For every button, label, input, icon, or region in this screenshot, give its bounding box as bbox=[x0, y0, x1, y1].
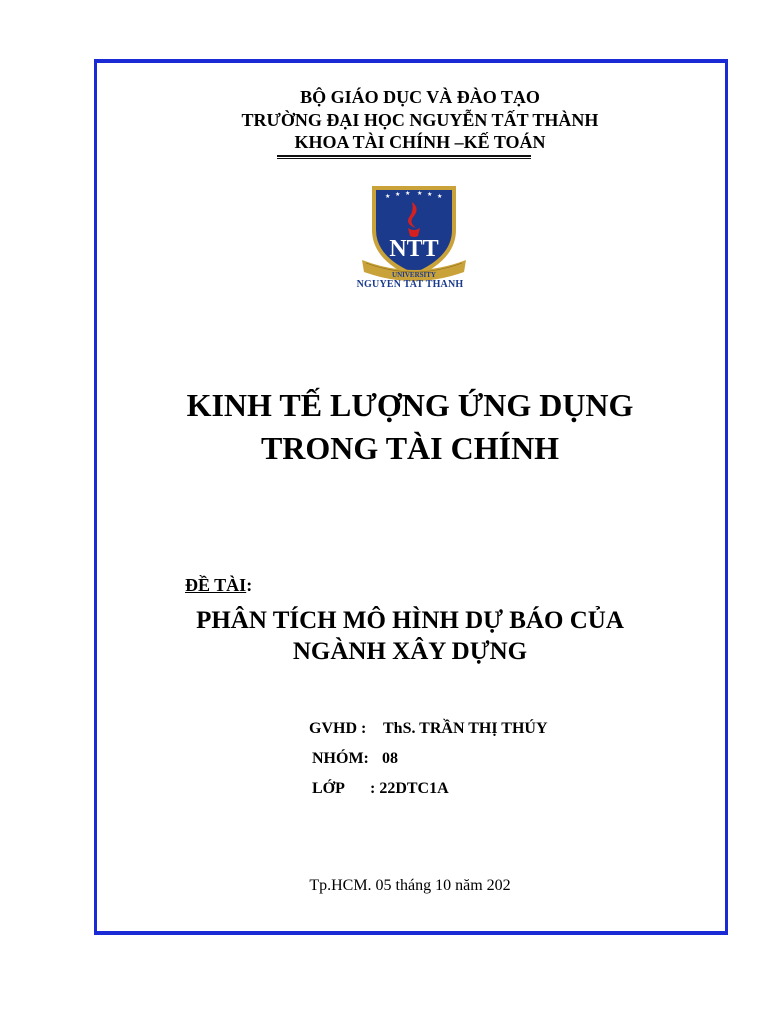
date-line: Tp.HCM. 05 tháng 10 năm 202 bbox=[309, 877, 511, 894]
advisor-value: ThS. TRẦN THỊ THÚY bbox=[383, 720, 548, 737]
faculty-heading: KHOA TÀI CHÍNH –KẾ TOÁN bbox=[294, 132, 546, 152]
group-label: NHÓM: bbox=[312, 750, 369, 767]
course-title-line2: TRONG TÀI CHÍNH bbox=[260, 430, 560, 466]
topic-line1: PHÂN TÍCH MÔ HÌNH DỰ BÁO CỦA bbox=[196, 607, 624, 634]
faculty-underline-thin bbox=[277, 158, 531, 159]
course-title-line1: KINH TẾ LƯỢNG ỨNG DỤNG bbox=[186, 387, 634, 423]
ministry-heading: BỘ GIÁO DỤC VÀ ĐÀO TẠO bbox=[300, 87, 540, 107]
logo-initials: NTT bbox=[389, 236, 439, 262]
topic-label-text: ĐỀ TÀI bbox=[185, 575, 247, 595]
group-value: 08 bbox=[382, 750, 398, 767]
svg-text:★: ★ bbox=[385, 194, 391, 200]
class-value: : 22DTC1A bbox=[370, 780, 449, 797]
faculty-underline-thick bbox=[277, 155, 531, 157]
university-logo bbox=[352, 180, 476, 292]
logo-caption: NGUYEN TAT THANH bbox=[356, 279, 464, 290]
svg-text:★: ★ bbox=[395, 192, 401, 198]
topic-line2: NGÀNH XÂY DỰNG bbox=[292, 638, 528, 665]
advisor-label: GVHD : bbox=[309, 720, 367, 737]
svg-text:★: ★ bbox=[405, 191, 411, 197]
topic-label-colon: : bbox=[246, 575, 253, 595]
svg-text:★: ★ bbox=[417, 191, 423, 197]
university-heading: TRƯỜNG ĐẠI HỌC NGUYỄN TẤT THÀNH bbox=[241, 110, 599, 130]
svg-text:★: ★ bbox=[427, 192, 433, 198]
class-label: LỚP bbox=[312, 780, 345, 797]
svg-text:★: ★ bbox=[437, 194, 443, 200]
logo-banner-text: UNIVERSITY bbox=[392, 271, 436, 279]
topic-label bbox=[185, 575, 252, 596]
